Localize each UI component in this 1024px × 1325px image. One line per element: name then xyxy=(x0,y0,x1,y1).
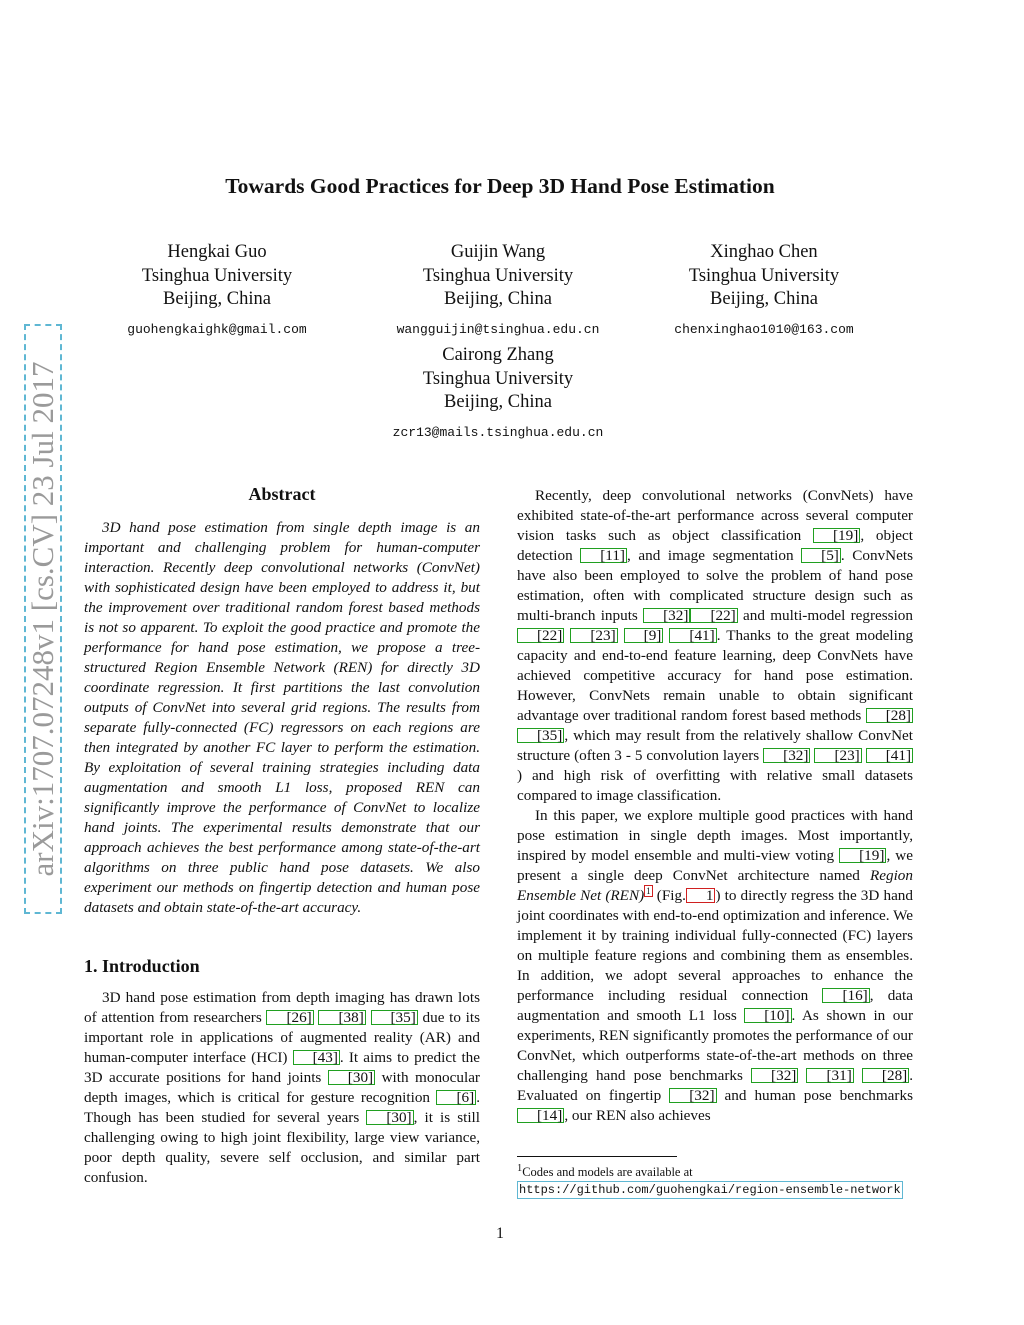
author-affiliation: Tsinghua University xyxy=(422,265,574,286)
citation-link[interactable]: [10] xyxy=(744,1008,791,1023)
left-column xyxy=(84,484,480,1188)
citation-link[interactable]: [32] xyxy=(763,748,810,763)
citation-link[interactable]: [41] xyxy=(669,628,716,643)
author-affiliation: Tsinghua University xyxy=(422,368,574,389)
footnote-url-link[interactable]: https://github.com/guohengkai/region-ensemble-network xyxy=(519,1183,901,1198)
abstract-text: 3D hand pose estimation from single depth image is an important and challenging problem for human-computer interaction. Recently deep convolutional networks (ConvNet) with sophisticated design have been employed to address it, but the improvement over traditional random forest based methods is not so apparent. To exploit the good practice and promote the performance for hand pose estimation, we propose a tree-structured Region Ensemble Network (REN) for directly 3D coordinate regression. It first partitions the last convolution outputs of ConvNet into several grid regions. The results from separate fully-connected (FC) regressors on each regions are then integrated by another FC layer to perform the estimation. By exploitation of several training strategies including data augmentation and smooth L1 loss, proposed REN can significantly improve the performance of ConvNet to localize hand joints. The experimental results demonstrate that our approach achieves the best performance among state-of-the-art algorithms on three public hand pose datasets. We also experiment our methods on fingertip detection and human pose datasets and obtain state-of-the-art accuracy. xyxy=(84,519,480,916)
footnote-ref-link[interactable]: 1 xyxy=(646,885,651,896)
citation-link[interactable]: [32] xyxy=(643,608,690,623)
citation-link[interactable]: [19] xyxy=(813,528,860,543)
footnote-mark: 1 xyxy=(517,1163,523,1174)
author-location: Beijing, China xyxy=(163,289,271,309)
intro-heading: 1. Introduction xyxy=(84,956,200,976)
citation-link[interactable]: [23] xyxy=(814,748,861,763)
page-number: 1 xyxy=(496,1225,504,1242)
footnote-rule xyxy=(517,1156,677,1157)
abstract-heading: Abstract xyxy=(248,484,316,504)
author-name: Hengkai Guo xyxy=(167,242,267,262)
author-email[interactable]: wangguijin@tsinghua.edu.cn xyxy=(396,321,600,337)
author-email[interactable]: chenxinghao1010@163.com xyxy=(674,321,854,337)
citation-link[interactable]: [30] xyxy=(328,1070,375,1085)
method-name: Region Ensemble Net (REN) xyxy=(517,867,913,904)
author-affiliation: Tsinghua University xyxy=(688,265,840,286)
citation-link[interactable]: [30] xyxy=(366,1110,413,1125)
author-location: Beijing, China xyxy=(444,289,552,309)
intro-paragraph-2: Recently, deep convolutional networks (ConvNets) have exhibited state-of-the-art performance across several computer vision tasks such as object classification [19] , object detection [11] , and image segmentation [5] . ConvNets have also been employed to solve the problem of hand pose estimation, often with complicated structure design such as multi-branch inputs [32] [22] and multi-model regression [22] [23] [9] [41] . Thanks to the great modeling capacity and end-to-end feature learning, deep ConvNets have achieved competitive accuracy for hand pose estimation. However, ConvNets remain unable to obtain significant advantage over traditional random forest based methods [28] [35] , which may result from the relatively shallow ConvNet structure (often 3 - 5 convolution layers [32] [23] [41]) and high risk of overfitting with relative small datasets compared to image classification. xyxy=(517,487,914,804)
citation-link[interactable]: [43] xyxy=(293,1050,340,1065)
citation-link[interactable]: [19] xyxy=(839,848,886,863)
citation-link[interactable]: [23] xyxy=(570,628,617,643)
citation-link[interactable]: [5] xyxy=(801,548,841,563)
intro-paragraph-3: In this paper, we explore multiple good practices with hand pose estimation in single depth images. Most importantly, inspired by model ensemble and multi-view voting [19] , we present a single deep ConvNet architecture named Region Ensemble Net (REN) $^1$ (Fig. 1 ) to directly regress the 3D hand joint coordinates with end-to-end optimization and inference. We implement it by training individual fully-connected (FC) layers on multiple feature regions and combining them as ensembles. In addition, we adopt several approaches to enhance the performance including residual connection [16] , data augmentation and smooth L1 loss [10] . As shown in our experiments, REN significantly promotes the performance of our ConvNet, which outperforms state-of-the-art methods on three challenging hand pose benchmarks [32] [31] [28] . Evaluated on fingertip [32] and human pose benchmarks [14] , our REN also achieves xyxy=(517,807,914,1124)
footnote-text: Codes and models are available at xyxy=(522,1165,693,1180)
citation-link[interactable]: [9] xyxy=(624,628,664,643)
figure-ref-link[interactable]: 1 xyxy=(686,888,716,903)
citation-link[interactable]: [38] xyxy=(318,1010,365,1025)
citation-link[interactable]: [11] xyxy=(580,548,627,563)
citation-link[interactable]: [6] xyxy=(436,1090,476,1105)
citation-link[interactable]: [32] xyxy=(751,1068,798,1083)
author-email[interactable]: guohengkaighk@gmail.com xyxy=(127,321,307,337)
citation-link[interactable]: [16] xyxy=(822,988,869,1003)
author-name: Cairong Zhang xyxy=(442,345,554,365)
author-location: Beijing, China xyxy=(444,392,552,412)
citation-link[interactable]: [22] xyxy=(517,628,564,643)
author-name: Xinghao Chen xyxy=(710,242,818,262)
citation-link[interactable]: [14] xyxy=(517,1108,564,1123)
citation-link[interactable]: [41] xyxy=(866,748,913,763)
author-block xyxy=(368,344,628,444)
author-email[interactable]: zcr13@mails.tsinghua.edu.cn xyxy=(392,424,604,440)
author-block xyxy=(634,241,894,341)
author-block xyxy=(87,241,347,341)
arxiv-stamp xyxy=(24,324,62,914)
abstract xyxy=(84,518,480,918)
citation-link[interactable]: [35] xyxy=(371,1010,418,1025)
citation-link[interactable]: [32] xyxy=(669,1088,716,1103)
author-location: Beijing, China xyxy=(710,289,818,309)
citation-link[interactable]: [22] xyxy=(690,608,737,623)
arxiv-stamp-text: arXiv:1707.07248v1 [cs.CV] 23 Jul 2017 xyxy=(25,361,60,877)
citation-link[interactable]: [26] xyxy=(266,1010,313,1025)
intro-paragraph-1: 3D hand pose estimation from depth imaging has drawn lots of attention from researchers [26] [38] [35] due to its important role in applications of augmented reality (AR) and human-computer interface (HCI) [43] . It aims to predict the 3D accurate positions for hand joints [30] with monocular depth images, which is critical for gesture recognition [6] . Though has been studied for several years [30] , it is still challenging owing to high joint flexibility, large view variance, poor depth quality, severe self occlusion, and similar part confusion. xyxy=(84,989,481,1186)
right-column xyxy=(517,486,913,1126)
author-name: Guijin Wang xyxy=(450,242,546,262)
citation-link[interactable]: [31] xyxy=(806,1068,853,1083)
citation-link[interactable]: [28] xyxy=(862,1068,909,1083)
footnote xyxy=(517,1161,915,1199)
author-block xyxy=(368,241,628,341)
citation-link[interactable]: [35] xyxy=(517,728,564,743)
citation-link[interactable]: [28] xyxy=(866,708,913,723)
author-affiliation: Tsinghua University xyxy=(141,265,293,286)
paper-title: Towards Good Practices for Deep 3D Hand Pose Estimation xyxy=(225,174,775,198)
